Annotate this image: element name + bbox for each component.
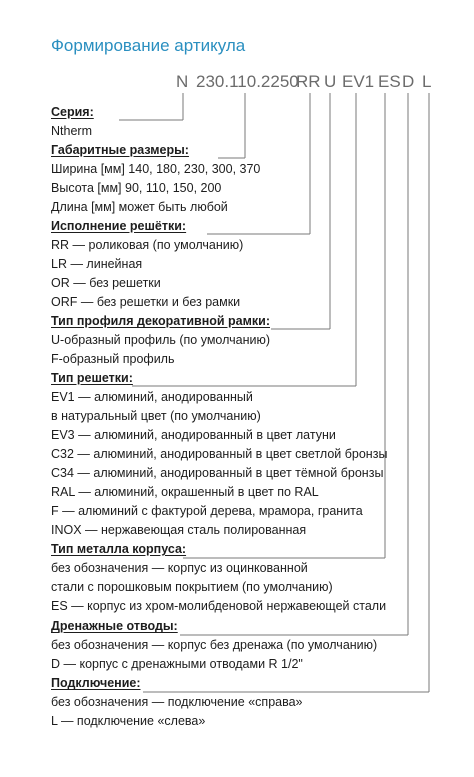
housing-metal-heading: Тип металла корпуса: <box>51 542 187 556</box>
code-part-grille-type: EV1 <box>342 72 375 91</box>
connection-line: без обозначения — подключение «справа» <box>51 695 303 709</box>
housing-metal-line: без обозначения — корпус из оцинкованной <box>51 561 308 575</box>
dimensions-line: Высота [мм] 90, 110, 150, 200 <box>51 181 222 195</box>
grille-type-line: INOX — нержавеющая сталь полированная <box>51 523 307 537</box>
grille-design-heading: Исполнение решётки: <box>51 219 187 233</box>
grille-type-line: в натуральный цвет (по умолчанию) <box>51 409 261 423</box>
drainage-line: без обозначения — корпус без дренажа (по умолчанию) <box>51 638 378 652</box>
code-part-housing-metal: ES <box>378 72 401 91</box>
code-part-dimensions: 230.110.2250 <box>196 72 299 91</box>
code-part-grille-design: RR <box>296 72 321 91</box>
code-part-connection: L <box>422 72 432 91</box>
connection-heading: Подключение: <box>51 676 141 690</box>
frame-profile-heading: Тип профиля декоративной рамки: <box>51 314 270 328</box>
drainage-heading: Дренажные отводы: <box>51 619 178 633</box>
housing-metal-line: стали с порошковым покрытием (по умолчанию) <box>51 580 333 594</box>
grille-type-heading: Тип решетки: <box>51 371 133 385</box>
drainage-line: D — корпус с дренажными отводами R 1/2" <box>51 657 303 671</box>
series-heading: Серия: <box>51 105 94 119</box>
grille-design-line: ORF — без решетки и без рамки <box>51 295 241 309</box>
grille-type-line: EV3 — алюминий, анодированный в цвет латуни <box>51 428 336 442</box>
grille-type-line: F — алюминий с фактурой дерева, мрамора, гранита <box>51 504 363 518</box>
grille-type-line: RAL — алюминий, окрашенный в цвет по RAL <box>51 485 319 499</box>
series-line: Ntherm <box>51 124 92 138</box>
frame-profile-line: U-образный профиль (по умолчанию) <box>51 333 271 347</box>
page-title: Формирование артикула <box>51 36 246 55</box>
grille-design-line: RR — роликовая (по умолчанию) <box>51 238 244 252</box>
code-part-drainage: D <box>402 72 415 91</box>
dimensions-line: Длина [мм] может быть любой <box>51 200 228 214</box>
grille-design-line: OR — без решетки <box>51 276 161 290</box>
dimensions-heading: Габаритные размеры: <box>51 143 189 157</box>
connection-line: L — подключение «слева» <box>51 714 206 728</box>
grille-design-line: LR — линейная <box>51 257 143 271</box>
grille-type-line: EV1 — алюминий, анодированный <box>51 390 253 404</box>
grille-type-line: C34 — алюминий, анодированный в цвет тёмной бронзы <box>51 466 384 480</box>
grille-type-line: C32 — алюминий, анодированный в цвет светлой бронзы <box>51 447 388 461</box>
housing-metal-line: ES — корпус из хром-молибденовой нержавеющей стали <box>51 599 387 613</box>
code-part-frame-profile: U <box>324 72 337 91</box>
code-part-series: N <box>176 72 189 91</box>
frame-profile-line: F-образный профиль <box>51 352 175 366</box>
dimensions-line: Ширина [мм] 140, 180, 230, 300, 370 <box>51 162 261 176</box>
